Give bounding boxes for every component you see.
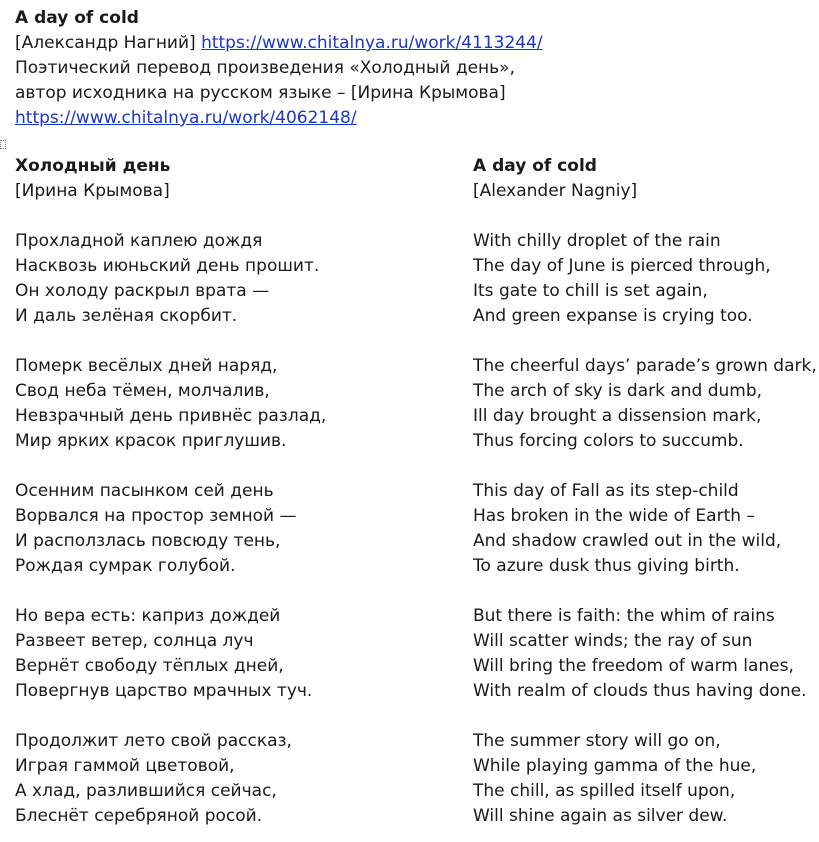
verse-line: Its gate to chill is set again, — [473, 281, 708, 301]
verse-line: Will bring the freedom of warm lanes, — [473, 656, 794, 676]
original-author-line: автор исходника на русском языке – [Ирина Крымова] — [15, 83, 506, 103]
translated-poem-author: [Alexander Nagniy] — [473, 181, 638, 201]
verse-line: This day of Fall as its step-child — [473, 481, 739, 501]
verse-line: Ill day brought a dissension mark, — [473, 406, 762, 426]
stanza — [15, 229, 355, 329]
original-link[interactable]: https://www.chitalnya.ru/work/4062148/ — [15, 108, 357, 128]
stanza — [15, 604, 355, 704]
verse-line: А хлад, разлившийся сейчас, — [15, 781, 277, 801]
verse-line: The day of June is pierced through, — [473, 256, 771, 276]
table-anchor-icon[interactable] — [0, 140, 6, 149]
translator-name: [Александр Нагний] — [15, 33, 202, 53]
verse-line: Невзрачный день привнёс разлад, — [15, 406, 327, 426]
stanza — [473, 229, 813, 329]
verse-line: Прохладной каплею дождя — [15, 231, 263, 251]
translation-link[interactable]: https://www.chitalnya.ru/work/4113244/ — [201, 33, 543, 53]
verse-line: Вернёт свободу тёплых дней, — [15, 656, 284, 676]
poem-heading — [473, 154, 813, 204]
stanza — [15, 479, 355, 579]
original-link-line — [15, 106, 805, 131]
description-line: Поэтический перевод произведения «Холодный день», — [15, 58, 515, 78]
document-header — [15, 6, 805, 131]
translator-line — [15, 31, 805, 56]
verse-line: Продолжит лето свой рассказ, — [15, 731, 292, 751]
document-title: A day of cold — [15, 8, 139, 28]
verse-line: With realm of clouds thus having done. — [473, 681, 807, 701]
verse-line: The summer story will go on, — [473, 731, 721, 751]
verse-line: Свод неба тёмен, молчалив, — [15, 381, 270, 401]
verse-line: With chilly droplet of the rain — [473, 231, 721, 251]
verse-line: To azure dusk thus giving birth. — [473, 556, 740, 576]
verse-line: Will scatter winds; the ray of sun — [473, 631, 753, 651]
verse-line: While playing gamma of the hue, — [473, 756, 757, 776]
stanza — [473, 604, 813, 704]
verse-line: И расползлась повсюду тень, — [15, 531, 281, 551]
verse-line: Развеет ветер, солнца луч — [15, 631, 254, 651]
translated-poem-column — [473, 154, 817, 829]
poem-heading — [15, 154, 355, 204]
verse-line: Рождая сумрак голубой. — [15, 556, 236, 576]
verse-line: Thus forcing colors to succumb. — [473, 431, 744, 451]
verse-line: Насквозь июньский день прошит. — [15, 256, 320, 276]
translated-poem-title: A day of cold — [473, 156, 597, 176]
verse-line: And shadow crawled out in the wild, — [473, 531, 782, 551]
verse-line: Повергнув царство мрачных туч. — [15, 681, 313, 701]
verse-line: Мир ярких красок приглушив. — [15, 431, 287, 451]
verse-line: Он холоду раскрыл врата — — [15, 281, 270, 301]
verse-line: Ворвался на простор земной — — [15, 506, 297, 526]
verse-line: И даль зелёная скорбит. — [15, 306, 238, 326]
verse-line: Играя гаммой цветовой, — [15, 756, 235, 776]
verse-line: Померк весёлых дней наряд, — [15, 356, 278, 376]
verse-line: The chill, as spilled itself upon, — [473, 781, 736, 801]
stanza — [473, 354, 817, 454]
verse-line: Осенним пасынком сей день — [15, 481, 274, 501]
stanza — [473, 479, 813, 579]
original-poem-column — [15, 154, 355, 829]
stanza — [15, 729, 355, 829]
verse-line: Will shine again as silver dew. — [473, 806, 728, 826]
stanza — [473, 729, 813, 829]
verse-line: The cheerful days’ parade’s grown dark, — [473, 356, 817, 376]
verse-line: Блеснёт серебряной росой. — [15, 806, 263, 826]
original-poem-title: Холодный день — [15, 156, 171, 176]
verse-line: The arch of sky is dark and dumb, — [473, 381, 763, 401]
verse-line: And green expanse is crying too. — [473, 306, 753, 326]
stanza — [15, 354, 355, 454]
original-poem-author: [Ирина Крымова] — [15, 181, 170, 201]
verse-line: Has broken in the wide of Earth – — [473, 506, 755, 526]
verse-line: Но вера есть: каприз дождей — [15, 606, 281, 626]
verse-line: But there is faith: the whim of rains — [473, 606, 775, 626]
